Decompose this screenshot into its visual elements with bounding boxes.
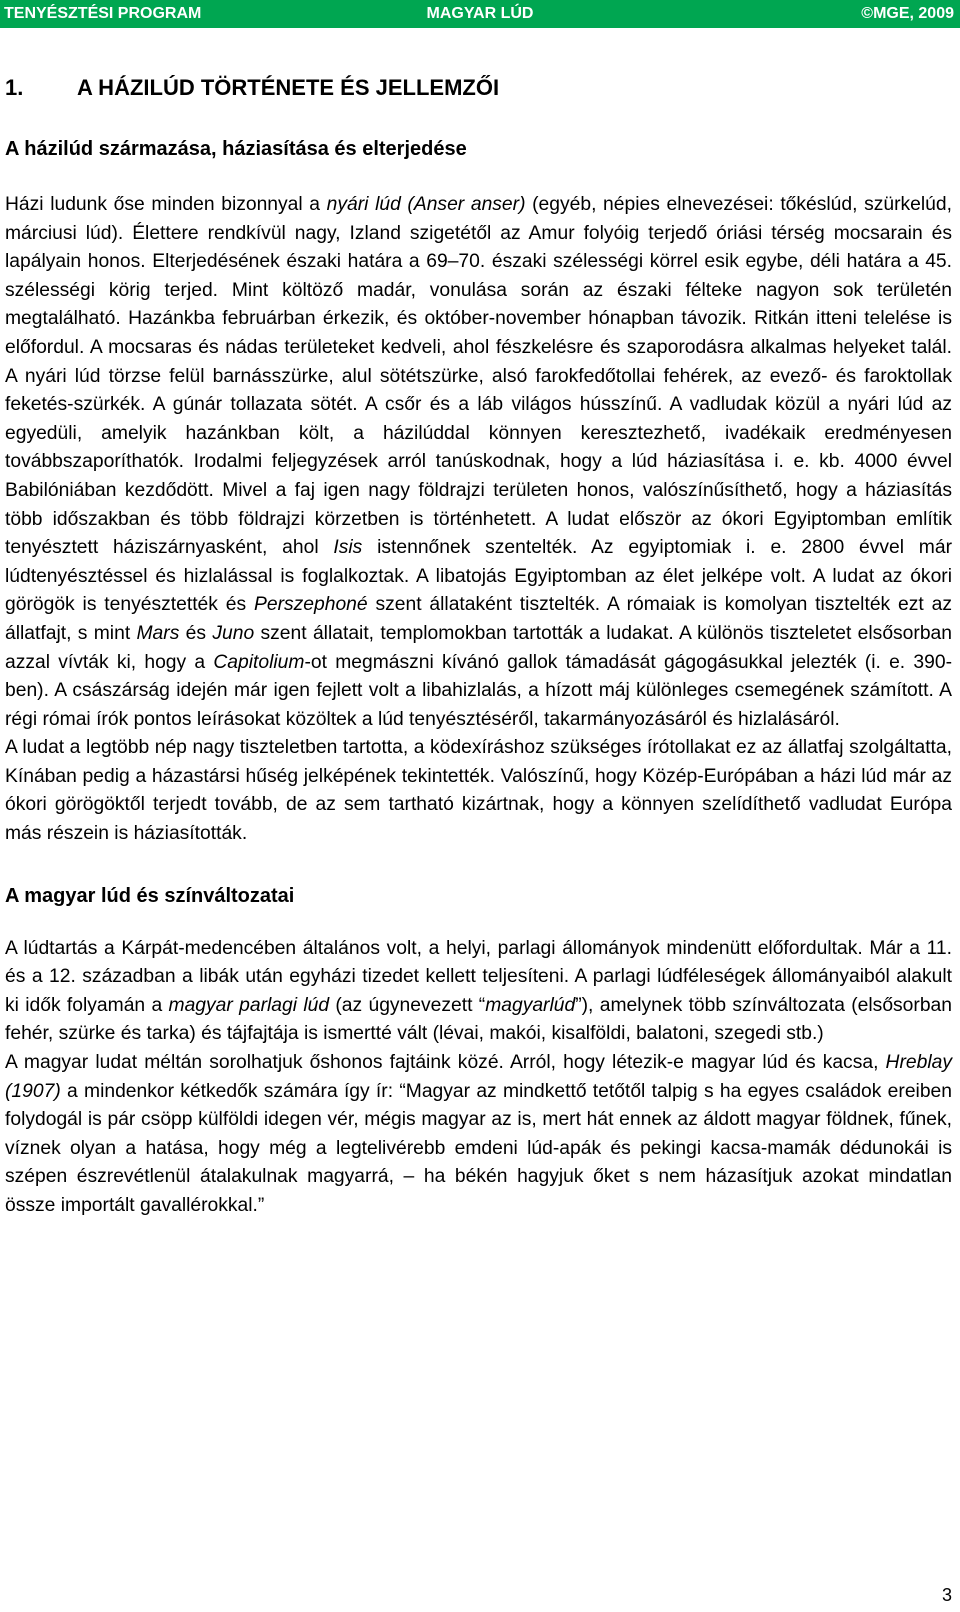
chapter-title [5,72,952,104]
section-title-hungarian-goose: A magyar lúd és színváltozatai [5,884,295,907]
chapter-title-text: A HÁZILÚD TÖRTÉNETE ÉS JELLEMZŐI [77,75,500,100]
header-center-title: MAGYAR LÚD [426,5,534,22]
paragraph-spread: A ludat a legtöbb nép nagy tiszteletben tartotta, a ködexíráshoz szükséges írótollakat ez az állatfaj szolgáltatta, Kínában pedig a házastársi hűség jelképének tekintették. Valószínű, hogy Közép-Európában a házi lúd már az ókori görögöktől terjedt tovább, de az sem tartható kizártnak, hogy a könnyen szelídíthető vadludat Európa más részein is háziasították. [5,737,952,845]
paragraph-native-breed: A magyar ludat méltán sorolhatjuk őshonos fajtáink közé. Arról, hogy létezik-e magyar lúd és kacsa, Hreblay (1907) a mindenkor kétkedők számára így ír: “Magyar az mindkettő tetőtől talpig s ha egyes családok ereiben folydogál is pár csöpp külföldi idegen vér, mégis magyar az is, mert hát ennek az áldott magyar földnek, fűnek, víznek olyan a hatása, hogy még a legtelivérebb emdeni lúd-apák és pekingi kacsa-mamák dédunokái is szépen észrevétlenül átalakulnak magyarrá, – ha békén hagyjuk őket s nem házasítjuk azokat mindatlan össze importált gavallérokkal.” [5,1052,952,1216]
header-left-title: TENYÉSZTÉSI PROGRAM [4,5,202,22]
document-body [5,72,952,1221]
page-number: 3 [941,1585,952,1605]
header-copyright: ©MGE, 2009 [861,5,954,22]
chapter-number: 1. [5,75,24,100]
section-title-origin: A házilúd származása, háziasítása és elterjedése [5,138,467,160]
paragraph-origin: Házi ludunk őse minden bizonnyal a nyári lúd (Anser anser) (egyéb, népies elnevezései: tőkéslúd, szürkelúd, márciusi lúd). Élettere rendkívül nagy, Izland szigetétől az Amur folyóig terjedő óriási térség mocsarain és lapályain honos. Elterjedésének északi határa a 69–70. északi szélességi körrel esik egybe, déli határa a 45. szélességi körig terjed. Mint költöző madár, vonulása során az északi félteke nagyon sok területén megtalálható. Hazánkba februárban érkezik, és október-november hónapban távozik. Ritkán itteni telelése is előfordul. A mocsaras és nádas területeket kedveli, ahol fészkelésre és szaporodásra alkalmas helyeket talál. A nyári lúd törzse felül barnásszürke, alul sötétszürke, alsó farokfedőtollai fehérek, az evező- és faroktollak feketés-szürkék. A gúnár tollazata sötét. A csőr és a láb világos hússzínű. A vadludak közül a nyári lúd az egyedüli, amelyik hazánkban költ, a házilúddal könnyen keresztezhető, ivadékaik eredményesen továbbszaporíthatók. Irodalmi feljegyzések arról tanúskodnak, hogy a lúd háziasítása i. e. kb. 4000 évvel Babilóniában kezdődött. Mivel a faj igen nagy földrajzi területen honos, valószínűsíthető, hogy a háziasítás több időszakban és több földrajzi körzetben is történhetett. A ludat először az ókori Egyiptomban említik tenyésztett háziszárnyasként, ahol Isis istennőnek szentelték. Az egyiptomiak i. e. 2800 évvel már lúdtenyésztéssel és hizlalással is foglalkoztak. A libatojás Egyiptomban az élet jelképe volt. A ludat az ókori görögök is tenyésztették és Perszephoné szent állataként tisztelték. A rómaiak is komolyan tisztelték ezt az állatfajt, s mint Mars és Juno szent állatait, templomokban tartották a ludakat. A különös tiszteletet elsősorban azzal vívták ki, hogy a Capitolium-ot megmászni kívánó gallok támadását gágogásukkal jelezték (i. e. 390-ben). A császárság idején már igen fejlett volt a libahizlalás, a hízott máj különleges csemegének számított. A régi római írók pontos leírásokat közöltek a lúd tenyésztéséről, takarmányozásáról és hizlalásáról. [5,194,953,730]
paragraph-goose-keeping: A lúdtartás a Kárpát-medencében általános volt, a helyi, parlagi állományok mindenütt előfordultak. Már a 11. és a 12. században a libák után egyházi tizedet kellett teljesíteni. A parlagi lúdféleségek állományaiból alakult ki idők folyamán a magyar parlagi lúd (az úgynevezett “magyarlúd”), amelynek több színváltozata (elsősorban fehér, szürke és tarka) és tájfajtája is ismertté vált (lévai, makói, kisalföldi, balatoni, szegedi stb.) [5,937,952,1045]
page-header [0,0,960,28]
